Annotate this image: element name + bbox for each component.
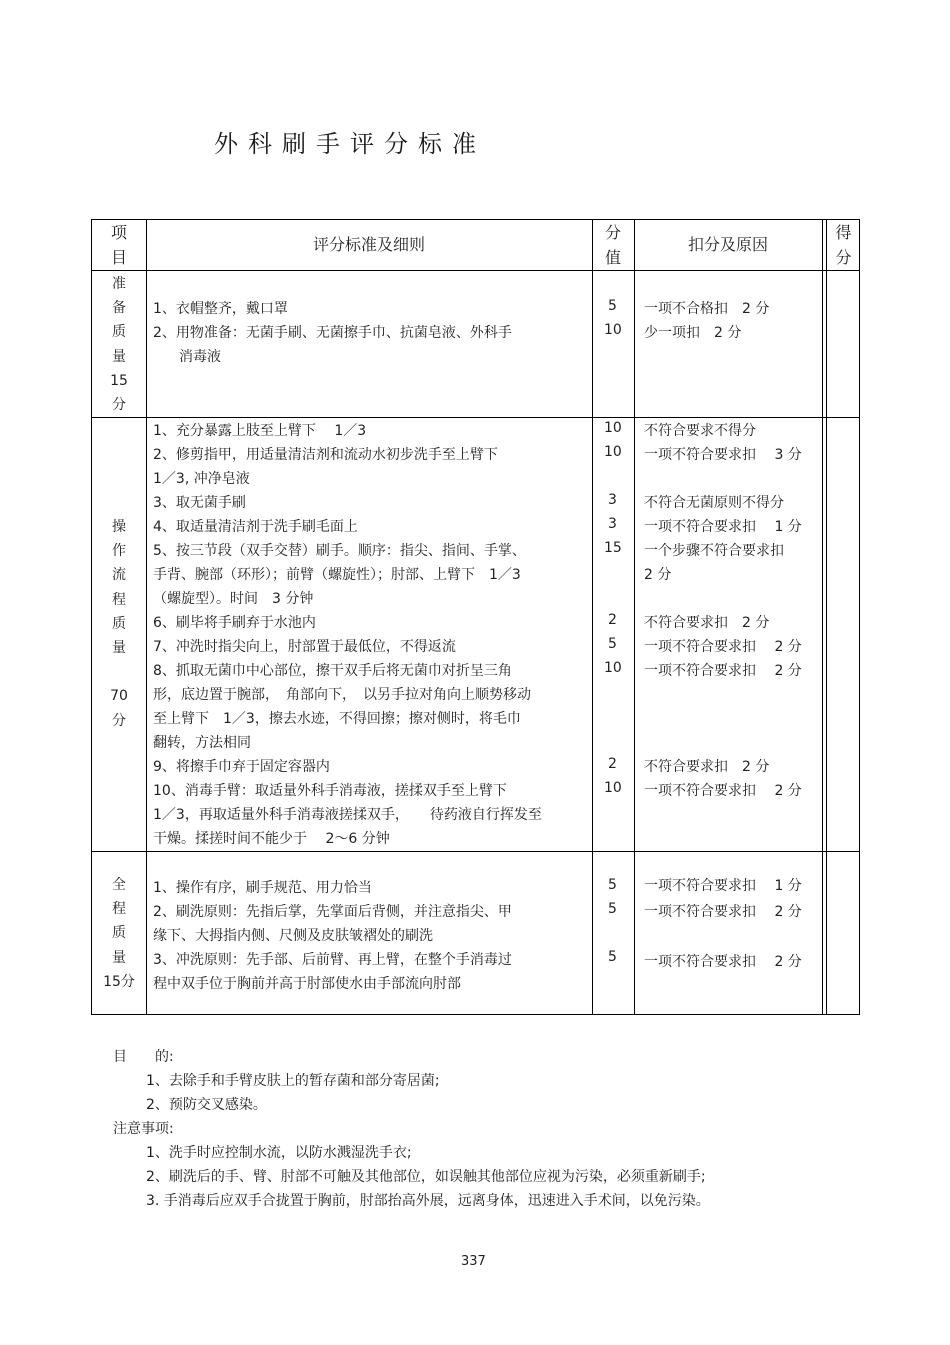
- category-char: [92, 660, 146, 684]
- points-value: 2: [608, 612, 617, 628]
- category-char: 分: [112, 712, 126, 729]
- category-char: 质: [112, 925, 126, 942]
- category-overall: [92, 873, 146, 994]
- criteria-line: 程中双手位于胸前并高于肘部使水由手部流向肘部: [153, 976, 461, 992]
- points-value: 15: [604, 540, 622, 556]
- table-divider: [92, 417, 859, 418]
- deduction-line: 一项不符合要求扣 2 分: [644, 954, 802, 970]
- criteria-line: 10、消毒手臂：取适量外科手消毒液，搓揉双手至上臂下: [153, 783, 507, 799]
- criteria-line: 2、刷洗原则：先指后掌，先掌面后背侧，并注意指尖、甲: [153, 904, 512, 920]
- points-value: 10: [604, 444, 622, 460]
- category-char: 作: [112, 543, 126, 560]
- deduction-line: 不符合无菌原则不得分: [644, 495, 784, 511]
- criteria-line: 手背、腕部（环形）；前臂（螺旋性）；肘部、上臂下 1／3: [153, 567, 521, 583]
- deduction-line: 不符合要求扣 2 分: [644, 759, 770, 775]
- criteria-line: 6、刷毕将手刷弃于水池内: [153, 615, 316, 631]
- table-divider: [146, 220, 147, 1014]
- deduction-line: 一项不符合要求扣 2 分: [644, 904, 802, 920]
- criteria-line: 3、取无菌手刷: [153, 495, 246, 511]
- category-char: 操: [112, 519, 126, 535]
- points-value: 5: [608, 901, 617, 917]
- header-points-line: 分: [604, 223, 621, 242]
- points-value: 5: [608, 636, 617, 652]
- header-item: [92, 220, 146, 270]
- caution-item: 2、刷洗后的手、臂、肘部不可触及其他部位，如误触其他部位应视为污染，必须重新刷手;: [146, 1169, 706, 1185]
- header-score-line: 分: [835, 248, 852, 267]
- deduction-line: 不符合要求扣 2 分: [644, 615, 770, 631]
- points-value: 10: [604, 780, 622, 796]
- criteria-line: （螺旋型）。时间 3 分钟: [153, 591, 314, 607]
- deduction-line: 一项不符合要求扣 1 分: [644, 878, 802, 894]
- category-char: 流: [112, 567, 126, 584]
- table-divider: [634, 220, 635, 1014]
- criteria-line: 4、取适量清洁剂于洗手刷毛面上: [153, 519, 358, 535]
- category-char: 质: [112, 324, 126, 341]
- header-item-line: 项: [110, 223, 127, 242]
- criteria-line: 2、修剪指甲，用适量清洁剂和流动水初步洗手至上臂下: [153, 447, 498, 463]
- category-char: 量: [112, 348, 126, 365]
- criteria-line: 干燥。揉搓时间不能少于 2～6 分钟: [153, 831, 390, 847]
- deduction-line: 一项不合格扣 2 分: [644, 301, 770, 317]
- criteria-line: 至上臂下 1／3，擦去水迹，不得回擦；擦对侧时，将毛巾: [153, 711, 521, 727]
- purpose-item: 1、去除手和手臂皮肤上的暂存菌和部分寄居菌;: [146, 1073, 440, 1089]
- table-divider: [826, 220, 827, 1014]
- category-char: 全: [112, 877, 126, 893]
- deduction-line: 一项不符合要求扣 1 分: [644, 519, 802, 535]
- points-value: 3: [608, 516, 617, 532]
- criteria-line: 8、抓取无菌巾中心部位，擦干双手后将无菌巾对折呈三角: [153, 663, 512, 679]
- category-char: 分: [112, 397, 126, 414]
- purpose-item: 2、预防交叉感染。: [146, 1097, 267, 1113]
- category-operation: [92, 515, 146, 733]
- category-char: 程: [112, 901, 126, 918]
- deduction-line: 一项不符合要求扣 2 分: [644, 663, 802, 679]
- category-char: 程: [112, 591, 126, 608]
- category-char: 70: [110, 688, 128, 705]
- scoring-table: [91, 219, 860, 1015]
- criteria-line: 7、冲洗时指尖向上，肘部置于最低位，不得返流: [153, 639, 456, 655]
- deduction-line: 一项不符合要求扣 3 分: [644, 447, 802, 463]
- purpose-heading: 目 的:: [113, 1049, 174, 1065]
- table-divider: [92, 851, 859, 852]
- caution-heading: 注意事项:: [113, 1121, 174, 1137]
- criteria-line: 1、衣帽整齐，戴口罩: [153, 301, 288, 317]
- header-score-line: 得: [835, 223, 852, 242]
- criteria-line: 消毒液: [179, 349, 221, 365]
- document-title: 外科刷手评分标准: [214, 130, 486, 158]
- points-value: 3: [608, 492, 617, 508]
- category-char: 量: [112, 949, 126, 966]
- deduction-line: 2 分: [644, 567, 672, 583]
- points-value: 10: [604, 420, 622, 436]
- deduction-line: 一项不符合要求扣 2 分: [644, 639, 802, 655]
- category-char: 备: [112, 300, 126, 317]
- criteria-line: 5、按三节段（双手交替）刷手。顺序：指尖、指间、手掌、: [153, 543, 526, 559]
- criteria-line: 1、充分暴露上肢至上臂下 1／3: [153, 423, 367, 439]
- deduction-line: 不符合要求不得分: [644, 423, 756, 439]
- table-divider: [592, 220, 593, 1014]
- category-preparation: [92, 272, 146, 417]
- criteria-line: 1、操作有序，刷手规范、用力恰当: [153, 880, 372, 896]
- header-points-line: 值: [604, 248, 621, 267]
- criteria-line: 9、将擦手巾弃于固定容器内: [153, 759, 330, 775]
- category-char: 准: [112, 276, 126, 292]
- points-value: 10: [604, 660, 622, 676]
- criteria-line: 2、用物准备：无菌手刷、无菌擦手巾、抗菌皂液、外科手: [153, 325, 512, 341]
- header-criteria: 评分标准及细则: [312, 235, 425, 254]
- points-value: 5: [608, 298, 617, 314]
- header-points: [592, 220, 634, 270]
- category-char: 15分: [103, 973, 135, 990]
- criteria-line: 1／3, 冲净皂液: [153, 471, 250, 487]
- category-char: 15: [110, 372, 128, 389]
- points-value: 5: [608, 877, 617, 893]
- category-char: 量: [112, 640, 126, 657]
- table-divider: [822, 220, 823, 1014]
- caution-item: 3. 手消毒后应双手合拢置于胸前，肘部抬高外展，远离身体，迅速进入手术间，以免污染。: [146, 1193, 710, 1209]
- points-value: 5: [608, 949, 617, 965]
- criteria-line: 形，底边置于腕部， 角部向下， 以另手拉对角向上顺势移动: [153, 687, 531, 703]
- header-item-line: 目: [110, 248, 127, 267]
- page-number: 337: [461, 1254, 486, 1269]
- category-char: 质: [112, 615, 126, 632]
- header-score: [826, 220, 861, 270]
- table-divider: [92, 270, 859, 271]
- points-value: 2: [608, 756, 617, 772]
- criteria-line: 缘下、大拇指内侧、尺侧及皮肤皱褶处的刷洗: [153, 928, 433, 944]
- deduction-line: 少一项扣 2 分: [644, 325, 742, 341]
- criteria-line: 1／3，再取适量外科手消毒液搓揉双手， 待药液自行挥发至: [153, 807, 542, 823]
- deduction-line: 一项不符合要求扣 2 分: [644, 783, 802, 799]
- deduction-line: 一个步骤不符合要求扣: [644, 543, 784, 559]
- caution-item: 1、洗手时应控制水流，以防水溅湿洗手衣;: [146, 1145, 412, 1161]
- header-deduction: 扣分及原因: [687, 235, 768, 254]
- criteria-line: 翻转，方法相同: [153, 735, 251, 751]
- points-value: 10: [604, 322, 622, 338]
- criteria-line: 3、冲洗原则：先手部、后前臂、再上臂，在整个手消毒过: [153, 952, 512, 968]
